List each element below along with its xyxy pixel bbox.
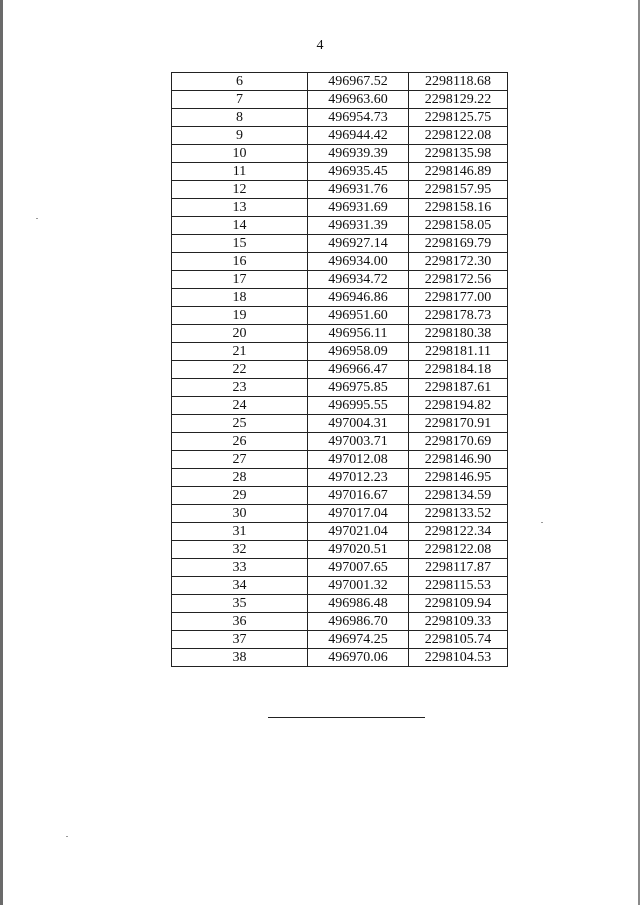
x-coordinate-cell: 496956.11 bbox=[308, 325, 409, 343]
y-coordinate-cell: 2298146.89 bbox=[409, 163, 508, 181]
x-coordinate-cell: 497004.31 bbox=[308, 415, 409, 433]
x-coordinate-cell: 496931.69 bbox=[308, 199, 409, 217]
x-coordinate-cell: 496963.60 bbox=[308, 91, 409, 109]
y-coordinate-cell: 2298109.33 bbox=[409, 613, 508, 631]
point-number-cell: 8 bbox=[172, 109, 308, 127]
scan-speck bbox=[541, 522, 543, 523]
y-coordinate-cell: 2298117.87 bbox=[409, 559, 508, 577]
table-row bbox=[172, 109, 508, 127]
x-coordinate-cell: 497001.32 bbox=[308, 577, 409, 595]
x-coordinate-cell: 497007.65 bbox=[308, 559, 409, 577]
point-number-cell: 15 bbox=[172, 235, 308, 253]
point-number-cell: 32 bbox=[172, 541, 308, 559]
page-number: 4 bbox=[316, 38, 324, 53]
scan-speck bbox=[66, 836, 68, 837]
x-coordinate-cell: 496939.39 bbox=[308, 145, 409, 163]
point-number-cell: 7 bbox=[172, 91, 308, 109]
x-coordinate-cell: 496975.85 bbox=[308, 379, 409, 397]
point-number-cell: 6 bbox=[172, 73, 308, 91]
y-coordinate-cell: 2298169.79 bbox=[409, 235, 508, 253]
table-row bbox=[172, 541, 508, 559]
point-number-cell: 25 bbox=[172, 415, 308, 433]
x-coordinate-cell: 496935.45 bbox=[308, 163, 409, 181]
table-row bbox=[172, 235, 508, 253]
y-coordinate-cell: 2298180.38 bbox=[409, 325, 508, 343]
table-row bbox=[172, 397, 508, 415]
coordinates-table-body bbox=[172, 73, 508, 667]
y-coordinate-cell: 2298184.18 bbox=[409, 361, 508, 379]
x-coordinate-cell: 496958.09 bbox=[308, 343, 409, 361]
y-coordinate-cell: 2298122.34 bbox=[409, 523, 508, 541]
point-number-cell: 24 bbox=[172, 397, 308, 415]
x-coordinate-cell: 496934.00 bbox=[308, 253, 409, 271]
y-coordinate-cell: 2298118.68 bbox=[409, 73, 508, 91]
y-coordinate-cell: 2298172.56 bbox=[409, 271, 508, 289]
point-number-cell: 36 bbox=[172, 613, 308, 631]
table-row bbox=[172, 649, 508, 667]
y-coordinate-cell: 2298135.98 bbox=[409, 145, 508, 163]
table-row bbox=[172, 433, 508, 451]
y-coordinate-cell: 2298129.22 bbox=[409, 91, 508, 109]
y-coordinate-cell: 2298158.05 bbox=[409, 217, 508, 235]
x-coordinate-cell: 496954.73 bbox=[308, 109, 409, 127]
table-row bbox=[172, 145, 508, 163]
point-number-cell: 13 bbox=[172, 199, 308, 217]
point-number-cell: 9 bbox=[172, 127, 308, 145]
point-number-cell: 37 bbox=[172, 631, 308, 649]
x-coordinate-cell: 496995.55 bbox=[308, 397, 409, 415]
y-coordinate-cell: 2298158.16 bbox=[409, 199, 508, 217]
y-coordinate-cell: 2298187.61 bbox=[409, 379, 508, 397]
y-coordinate-cell: 2298194.82 bbox=[409, 397, 508, 415]
table-row bbox=[172, 127, 508, 145]
scan-edge-left bbox=[0, 0, 3, 905]
y-coordinate-cell: 2298177.00 bbox=[409, 289, 508, 307]
table-row bbox=[172, 199, 508, 217]
table-row bbox=[172, 361, 508, 379]
table-row bbox=[172, 289, 508, 307]
x-coordinate-cell: 496970.06 bbox=[308, 649, 409, 667]
table-row bbox=[172, 415, 508, 433]
point-number-cell: 34 bbox=[172, 577, 308, 595]
y-coordinate-cell: 2298134.59 bbox=[409, 487, 508, 505]
end-of-table-rule bbox=[268, 717, 425, 718]
point-number-cell: 29 bbox=[172, 487, 308, 505]
x-coordinate-cell: 496951.60 bbox=[308, 307, 409, 325]
table-row bbox=[172, 487, 508, 505]
point-number-cell: 26 bbox=[172, 433, 308, 451]
point-number-cell: 23 bbox=[172, 379, 308, 397]
y-coordinate-cell: 2298125.75 bbox=[409, 109, 508, 127]
table-row bbox=[172, 577, 508, 595]
point-number-cell: 11 bbox=[172, 163, 308, 181]
table-row bbox=[172, 217, 508, 235]
y-coordinate-cell: 2298178.73 bbox=[409, 307, 508, 325]
y-coordinate-cell: 2298115.53 bbox=[409, 577, 508, 595]
x-coordinate-cell: 496986.48 bbox=[308, 595, 409, 613]
x-coordinate-cell: 496966.47 bbox=[308, 361, 409, 379]
x-coordinate-cell: 497012.08 bbox=[308, 451, 409, 469]
y-coordinate-cell: 2298146.90 bbox=[409, 451, 508, 469]
x-coordinate-cell: 496934.72 bbox=[308, 271, 409, 289]
y-coordinate-cell: 2298133.52 bbox=[409, 505, 508, 523]
table-row bbox=[172, 163, 508, 181]
point-number-cell: 22 bbox=[172, 361, 308, 379]
y-coordinate-cell: 2298170.69 bbox=[409, 433, 508, 451]
y-coordinate-cell: 2298170.91 bbox=[409, 415, 508, 433]
scan-speck bbox=[36, 218, 38, 219]
y-coordinate-cell: 2298122.08 bbox=[409, 127, 508, 145]
x-coordinate-cell: 496931.39 bbox=[308, 217, 409, 235]
table-row bbox=[172, 325, 508, 343]
x-coordinate-cell: 497020.51 bbox=[308, 541, 409, 559]
y-coordinate-cell: 2298105.74 bbox=[409, 631, 508, 649]
table-row bbox=[172, 379, 508, 397]
y-coordinate-cell: 2298157.95 bbox=[409, 181, 508, 199]
x-coordinate-cell: 496946.86 bbox=[308, 289, 409, 307]
point-number-cell: 31 bbox=[172, 523, 308, 541]
x-coordinate-cell: 496931.76 bbox=[308, 181, 409, 199]
point-number-cell: 16 bbox=[172, 253, 308, 271]
point-number-cell: 33 bbox=[172, 559, 308, 577]
coordinates-table bbox=[171, 72, 508, 667]
table-row bbox=[172, 613, 508, 631]
point-number-cell: 19 bbox=[172, 307, 308, 325]
table-row bbox=[172, 343, 508, 361]
x-coordinate-cell: 496986.70 bbox=[308, 613, 409, 631]
point-number-cell: 17 bbox=[172, 271, 308, 289]
y-coordinate-cell: 2298172.30 bbox=[409, 253, 508, 271]
y-coordinate-cell: 2298122.08 bbox=[409, 541, 508, 559]
table-row bbox=[172, 307, 508, 325]
table-row bbox=[172, 559, 508, 577]
point-number-cell: 27 bbox=[172, 451, 308, 469]
table-row bbox=[172, 181, 508, 199]
table-row bbox=[172, 91, 508, 109]
y-coordinate-cell: 2298146.95 bbox=[409, 469, 508, 487]
table-row bbox=[172, 505, 508, 523]
table-row bbox=[172, 595, 508, 613]
table-row bbox=[172, 271, 508, 289]
point-number-cell: 14 bbox=[172, 217, 308, 235]
point-number-cell: 30 bbox=[172, 505, 308, 523]
table-row bbox=[172, 451, 508, 469]
x-coordinate-cell: 497003.71 bbox=[308, 433, 409, 451]
point-number-cell: 18 bbox=[172, 289, 308, 307]
table-row bbox=[172, 253, 508, 271]
table-row bbox=[172, 523, 508, 541]
x-coordinate-cell: 497017.04 bbox=[308, 505, 409, 523]
point-number-cell: 12 bbox=[172, 181, 308, 199]
point-number-cell: 38 bbox=[172, 649, 308, 667]
point-number-cell: 20 bbox=[172, 325, 308, 343]
point-number-cell: 21 bbox=[172, 343, 308, 361]
y-coordinate-cell: 2298104.53 bbox=[409, 649, 508, 667]
x-coordinate-cell: 496974.25 bbox=[308, 631, 409, 649]
y-coordinate-cell: 2298181.11 bbox=[409, 343, 508, 361]
x-coordinate-cell: 496927.14 bbox=[308, 235, 409, 253]
y-coordinate-cell: 2298109.94 bbox=[409, 595, 508, 613]
point-number-cell: 28 bbox=[172, 469, 308, 487]
table-row bbox=[172, 469, 508, 487]
x-coordinate-cell: 497012.23 bbox=[308, 469, 409, 487]
point-number-cell: 35 bbox=[172, 595, 308, 613]
point-number-cell: 10 bbox=[172, 145, 308, 163]
x-coordinate-cell: 497016.67 bbox=[308, 487, 409, 505]
table-row bbox=[172, 631, 508, 649]
table-row bbox=[172, 73, 508, 91]
x-coordinate-cell: 496967.52 bbox=[308, 73, 409, 91]
x-coordinate-cell: 497021.04 bbox=[308, 523, 409, 541]
x-coordinate-cell: 496944.42 bbox=[308, 127, 409, 145]
